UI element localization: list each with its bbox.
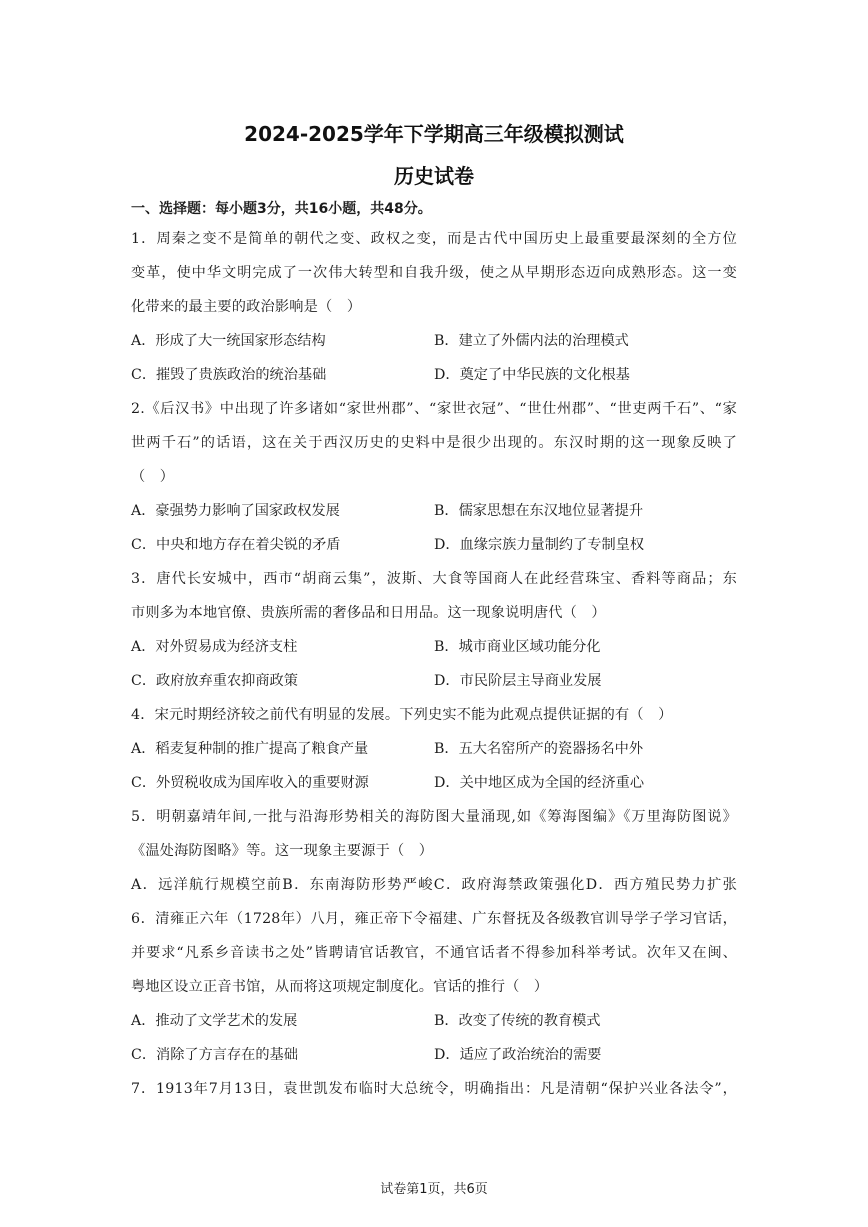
question-6-option-d: D．适应了政治统治的需要 <box>434 1047 602 1063</box>
question-5-line-1: 5．明朝嘉靖年间,一批与沿海形势相关的海防图大量涌现,如《筹海图编》《万里海防图说》 <box>131 809 737 825</box>
question-6-line-2: 并要求“凡系乡音读书之处”皆聘请官话教官，不通官话者不得参加科举考试。次年又在闽、 <box>131 945 737 961</box>
section-heading: 一、选择题：每小题3分，共16小题，共48分。 <box>131 201 432 217</box>
question-2-line-1: 2.《后汉书》中出现了许多诸如“家世州郡”、“家世衣冠”、“世仕州郡”、“世吏两千石”、“家 <box>131 401 737 417</box>
question-1-option-b: B．建立了外儒内法的治理模式 <box>434 333 629 349</box>
question-1-line-1: 1．周秦之变不是简单的朝代之变、政权之变，而是古代中国历史上最重要最深刻的全方位 <box>131 231 737 247</box>
question-6-option-b: B．改变了传统的教育模式 <box>434 1013 601 1029</box>
question-3-option-d: D．市民阶层主导商业发展 <box>434 673 602 689</box>
question-7-line-1: 7．1913年7月13日，袁世凯发布临时大总统令，明确指出：凡是清朝“保护兴业各法令”， <box>131 1081 737 1097</box>
question-3-option-a: A．对外贸易成为经济支柱 <box>131 639 298 655</box>
page-footer: 试卷第1页，共6页 <box>380 1182 488 1197</box>
question-1-line-2: 变革，使中华文明完成了一次伟大转型和自我升级，使之从早期形态迈向成熟形态。这一变 <box>131 265 737 281</box>
question-1-option-a: A．形成了大一统国家形态结构 <box>131 333 326 349</box>
question-5-options: A．远洋航行规模空前B．东南海防形势严峻C．政府海禁政策强化D．西方殖民势力扩张 <box>131 877 737 893</box>
question-3-option-c: C．政府放弃重农抑商政策 <box>131 673 298 689</box>
question-5-line-2: 《温处海防图略》等。这一现象主要源于（ ） <box>131 843 434 859</box>
question-3-line-1: 3．唐代长安城中，西市“胡商云集”，波斯、大食等国商人在此经营珠宝、香料等商品；东 <box>131 571 737 587</box>
question-6-option-a: A．推动了文学艺术的发展 <box>131 1013 298 1029</box>
question-1-line-3: 化带来的最主要的政治影响是（ ） <box>131 299 362 315</box>
question-4-option-d: D．关中地区成为全国的经济重心 <box>434 775 645 791</box>
question-4-line-1: 4．宋元时期经济较之前代有明显的发展。下列史实不能为此观点提供证据的有（ ） <box>131 707 673 723</box>
question-3-line-2: 市则多为本地官僚、贵族所需的奢侈品和日用品。这一现象说明唐代（ ） <box>131 605 606 621</box>
question-2-option-b: B．儒家思想在东汉地位显著提升 <box>434 503 644 519</box>
exam-title: 2024-2025学年下学期高三年级模拟测试 <box>244 122 624 146</box>
question-1-option-c: C．摧毁了贵族政治的统治基础 <box>131 367 327 383</box>
question-6-option-c: C．消除了方言存在的基础 <box>131 1047 298 1063</box>
exam-subject: 历史试卷 <box>394 164 474 188</box>
question-2-line-2: 世两千石”的话语，这在关于西汉历史的史料中是很少出现的。东汉时期的这一现象反映了 <box>131 435 737 451</box>
question-2-line-3: （ ） <box>131 469 175 485</box>
question-4-option-b: B．五大名窑所产的瓷器扬名中外 <box>434 741 644 757</box>
question-2-option-d: D．血缘宗族力量制约了专制皇权 <box>434 537 645 553</box>
question-4-option-a: A．稻麦复种制的推广提高了粮食产量 <box>131 741 369 757</box>
question-2-option-a: A．豪强势力影响了国家政权发展 <box>131 503 340 519</box>
question-2-option-c: C．中央和地方存在着尖锐的矛盾 <box>131 537 341 553</box>
question-3-option-b: B．城市商业区域功能分化 <box>434 639 601 655</box>
question-1-option-d: D．奠定了中华民族的文化根基 <box>434 367 630 383</box>
question-6-line-3: 粤地区设立正音书馆，从而将这项规定制度化。官话的推行（ ） <box>131 979 549 995</box>
question-6-line-1: 6．清雍正六年（1728年）八月，雍正帝下令福建、广东督抚及各级教官训导学子学习官话， <box>131 911 737 927</box>
question-4-option-c: C．外贸税收成为国库收入的重要财源 <box>131 775 369 791</box>
